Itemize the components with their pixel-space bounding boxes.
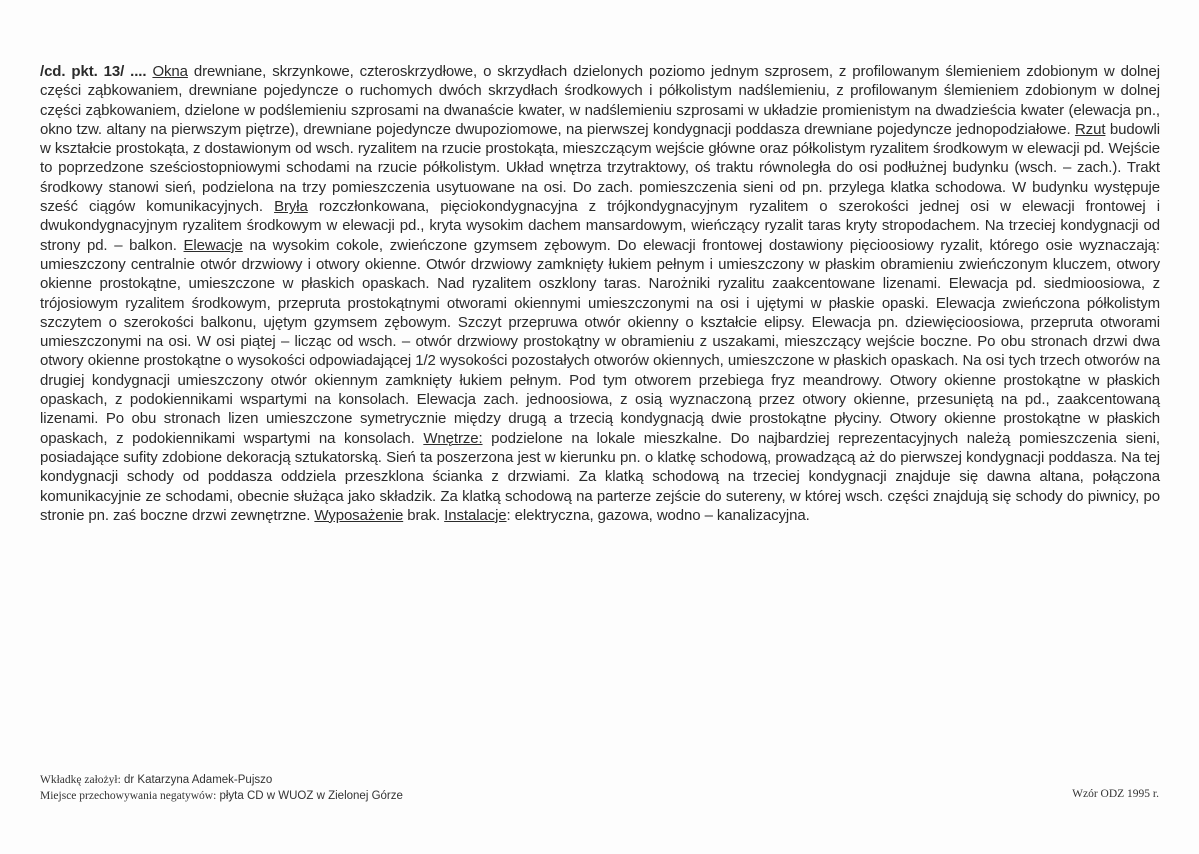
section-keyword: Okna (152, 63, 188, 80)
description-text (40, 62, 1160, 525)
paragraph-text: drewniane, skrzynkowe, czteroskrzydłowe, o skrzydłach dzielonych poziomo jednym szprosem, z profilowanym ślemieniem zdobionym w dolnej części ząbkowaniem, drewniane pojedyncze o ruchomych dwóch skrzydłach środkowych i półkolistym nadślemieniu, z profilowanym ślemieniem zdobionym w dolnej części ząbkowaniem, dzielone w podślemieniu szprosami na dwanaście kwater, w nadślemieniu szprosami w układzie promienistym na dwadzieścia kwater (elewacja pn., okno tzw. altany na pierwszym piętrze), drewniane pojedyncze dwupoziomowe, na pierwszej kondygnacji poddasza drewniane pojedyncze jednopodziałowe. (40, 63, 1161, 138)
paragraph-text: : elektryczna, gazowa, wodno – kanalizacyjna. (506, 506, 810, 524)
paragraph-text: brak. (403, 506, 445, 524)
founder-line (40, 772, 403, 788)
section-keyword: Bryła (274, 198, 308, 216)
section-reference: /cd. pkt. 13/ .... (40, 63, 147, 80)
storage-value: płyta CD w WUOZ w Zielonej Górze (219, 790, 403, 802)
paragraph-text: na wysokim cokole, zwieńczone gzymsem zębowym. Do elewacji frontowej dostawiony pięcioosiowy ryzalit, którego osie wyznaczają: umieszczony centralnie otwór drzwiowy i otwory okienne. Otwór drzwiowy zamknięty łukiem pełnym i umieszczony w płaskim obramieniu zwieńczonym kluczem, otwory okienne prostokątne, umieszczone w płaskich opaskach. Nad ryzalitem oszklony taras. Narożniki ryzalitu zaakcentowane lizenami. Elewacja pd. siedmioosiowa, z trójosiowym ryzalitem środkowym, przepruta prostokątnymi otworami okiennymi umieszczonymi na osi i ujętymi w płaskie opaski. Elewacja zwieńczona półkolistym szczytem o szerokości balkonu, ujętym gzymsem zębowym. Szczyt przepruwa otwór okienny o kształcie elipsy. Elewacja pn. dziewięcioosiowa, przepruta otworami umieszczonymi na osi. W osi piątej – licząc od wsch. – otwór drzwiowy prostokątny w obramieniu z uszakami, mieszczący wejście boczne. Po obu stronach drzwi dwa otwory okienne prostokątne o wysokości odpowiadającej 1/2 wysokości pozostałych otworów okiennych, umieszczone w płaskich opaskach. Na osi tych trzech otworów na drugiej kondygnacji umieszczony otwór okiennym zamknięty łukiem pełnym. Pod tym otworem przebiega fryz meandrowy. Otwory okienne prostokątne w płaskich opaskach, z podokiennikami wspartymi na konsolach. Elewacja zach. jednoosiowa, z osią wyznaczoną przez otwory okienne, przesuniętą na pd., zaakcentowaną lizenami. Po obu stronach lizen umieszczone symetrycznie między drugą a trzecią kondygnacją dwie prostokątne płyciny. Otwory okienne prostokątne w płaskich opaskach, z podokiennikami wspartymi na konsolach. (40, 236, 1160, 447)
section-keyword: Instalacje (444, 506, 507, 524)
storage-label: Miejsce przechowywania negatywów: (40, 790, 217, 802)
section-keyword: Wnętrze: (423, 429, 483, 447)
form-reference: Wzór ODZ 1995 r. (1072, 788, 1159, 800)
paragraph-text: budowli w kształcie prostokąta, z dostawionym od wsch. ryzalitem na rzucie prostokąta, mieszczącym wejście główne oraz półkolistym ryzalitem środkowym w elewacji pd. Wejście to poprzedzone sześciostopniowymi schodami na rzucie półkolistym. Układ wnętrza trzytraktowy, oś traktu równoległa do osi podłużnej budynku (wsch. – zach.). Trakt środkowy stanowi sień, podzielona na trzy pomieszczenia usytuowane na osi. Do zach. pomieszczenia sieni od pn. przylega klatka schodowa. W budynku występuje sześć ciągów komunikacyjnych. (40, 120, 1160, 216)
paragraph-text: rozczłonkowana, pięciokondygnacyjna z trójkondygnacyjnym ryzalitem o szerokości jednej osi w elewacji frontowej i dwukondygnacyjnym ryzalitem środkowym w elewacji pd., kryta wysokim dachem mansardowym, wieńczący ryzalit taras kryty stropodachem. Na trzeciej kondygnacji od strony pd. – balkon. (40, 198, 1160, 254)
footer-credits (40, 772, 403, 804)
founder-name: dr Katarzyna Adamek-Pujszo (123, 774, 273, 786)
founder-label: Wkładkę założył: (40, 774, 121, 786)
paragraph-text: podzielone na lokale mieszkalne. Do najbardziej reprezentacyjnych należą pomieszczenia sieni, posiadające sufity zdobione dekoracją sztukatorską. Sień ta poszerzona jest w kierunku pn. o klatkę schodową, prowadzącą aż do pierwszej kondygnacji poddasza. Na tej kondygnacji schody od poddasza oddziela przeszklona ścianka z drzwiami. Za klatką schodową na trzeciej kondygnacji znajduje się dawna altana, połączona komunikacyjnie ze schodami, obecnie służąca jako składzik. Za klatką schodową na parterze zejście do sutereny, w której wsch. części znajdują się schody do piwnicy, po stronie pn. zaś boczne drzwi zewnętrzne. (40, 429, 1161, 524)
section-keyword: Wyposażenie (314, 506, 404, 524)
section-keyword: Rzut (1074, 120, 1106, 138)
storage-line (40, 788, 403, 804)
section-keyword: Elewacje (183, 236, 243, 254)
